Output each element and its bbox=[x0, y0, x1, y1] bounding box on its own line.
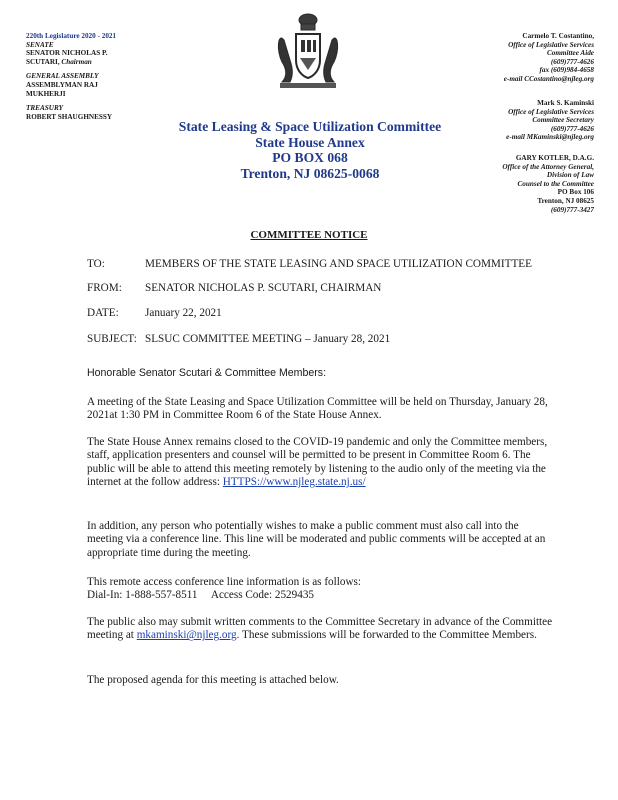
aide-title: Committee Aide bbox=[546, 49, 594, 58]
paragraph-written-comments bbox=[87, 616, 557, 643]
legislature-session: 220th Legislature 2020 - 2021 bbox=[26, 32, 117, 40]
subject-value: SLSUC COMMITTEE MEETING – January 28, 2021 bbox=[145, 333, 391, 345]
salutation: Honorable Senator Scutari & Committee Members: bbox=[87, 367, 327, 379]
to-value: MEMBERS OF THE STATE LEASING AND SPACE UTILIZATION COMMITTEE bbox=[145, 258, 532, 270]
covid-text: The State House Annex remains closed to the COVID-19 pandemic and only the Committee members, staff, application presenters and counsel will be permitted to be present in Committee Room 6. The public will be able to attend this meeting remotely by listening to the audio only of the meeting via the internet at the follow address: bbox=[87, 436, 548, 489]
treasury-label: TREASURY bbox=[26, 104, 64, 113]
committee-title bbox=[170, 119, 450, 181]
paragraph-public-comment: In addition, any person who potentially wishes to make a public comment must also call into the meeting via a conference line. This line will be moderated and public comments will be accepted at an appropriate time during the meeting. bbox=[87, 520, 546, 559]
committee-name: State Leasing & Space Utilization Committee bbox=[178, 119, 442, 134]
secretary-office: Office of Legislative Services bbox=[508, 107, 594, 116]
paragraph-agenda: The proposed agenda for this meeting is attached below. bbox=[87, 674, 339, 686]
memo-date bbox=[87, 307, 222, 319]
seal-graphic bbox=[270, 10, 346, 90]
to-label: TO: bbox=[87, 258, 105, 270]
internet-address-link[interactable]: HTTPS://www.njleg.state.nj.us/ bbox=[222, 476, 366, 489]
written-comments-text: The public also may submit written comments to the Committee Secretary in advance of the Committee meeting at bbox=[87, 616, 553, 642]
secretary-email-link[interactable]: mkaminski@njleg.org bbox=[136, 629, 237, 642]
written-comments-tail: . These submissions will be forwarded to the Committee Members. bbox=[236, 629, 537, 642]
header-left bbox=[26, 32, 196, 121]
aide-email[interactable]: e-mail CCostantino@njleg.org bbox=[503, 74, 594, 83]
aide-phone: (609)777-4626 bbox=[550, 57, 594, 66]
treasury-member: ROBERT SHAUGHNESSY bbox=[26, 112, 113, 121]
conference-intro: This remote access conference line information is as follows: bbox=[87, 576, 362, 588]
notice-heading: COMMITTEE NOTICE bbox=[250, 229, 368, 241]
memo-from bbox=[87, 282, 381, 294]
aide-office: Office of Legislative Services bbox=[508, 40, 594, 49]
senate-member-surname: SCUTARI bbox=[26, 57, 58, 66]
subject-label: SUBJECT: bbox=[87, 333, 137, 345]
header-right-aide bbox=[414, 32, 594, 84]
aide-fax: fax (609)984-4658 bbox=[539, 66, 594, 75]
memo-to bbox=[87, 258, 532, 270]
counsel-title: Counsel to the Committee bbox=[517, 179, 594, 188]
counsel-city: Trenton, NJ 08625 bbox=[537, 196, 594, 205]
paragraph-covid bbox=[87, 436, 557, 490]
secretary-name: Mark S. Kaminski bbox=[537, 99, 594, 107]
secretary-phone: (609)777-4626 bbox=[550, 124, 594, 133]
counsel-pobox: PO Box 106 bbox=[557, 188, 594, 197]
senate-member-line2: SCUTARI, Chairman bbox=[26, 57, 92, 66]
secretary-title: Committee Secretary bbox=[532, 116, 594, 125]
counsel-name: GARY KOTLER, D.A.G. bbox=[515, 154, 594, 162]
po-box: PO BOX 068 bbox=[272, 150, 348, 165]
building-name: State House Annex bbox=[255, 134, 365, 150]
assembly-member-line2: MUKHERJI bbox=[26, 89, 66, 98]
from-label: FROM: bbox=[87, 282, 122, 294]
dial-in-info: Dial-In: 1-888-557-8511 Access Code: 2529435 bbox=[87, 589, 315, 602]
state-seal-icon bbox=[270, 10, 346, 90]
date-label: DATE: bbox=[87, 307, 119, 319]
senate-label: SENATE bbox=[26, 40, 54, 49]
senate-member-role: Chairman bbox=[61, 57, 92, 66]
from-value: SENATOR NICHOLAS P. SCUTARI, CHAIRMAN bbox=[145, 282, 382, 294]
assembly-member: ASSEMBLYMAN RAJ bbox=[26, 80, 98, 89]
counsel-division: Division of Law bbox=[546, 171, 594, 180]
paragraph-meeting: A meeting of the State Leasing and Space Utilization Committee will be held on Thursday, January 28, 2021at 1:30 PM in Committee Room 6 of the State House Annex. bbox=[87, 396, 548, 422]
secretary-email[interactable]: e-mail MKaminski@njleg.org bbox=[506, 133, 594, 142]
city-zip: Trenton, NJ 08625-0068 bbox=[240, 165, 380, 181]
date-value: January 22, 2021 bbox=[145, 307, 222, 319]
memo-subject bbox=[87, 333, 390, 345]
counsel-phone: (609)777-3427 bbox=[550, 205, 594, 214]
counsel-office: Office of the Attorney General, bbox=[502, 162, 594, 171]
paragraph-conference-line bbox=[87, 576, 557, 603]
assembly-label: GENERAL ASSEMBLY bbox=[26, 72, 99, 81]
aide-name: Carmelo T. Costantino, bbox=[522, 32, 594, 40]
senate-member: SENATOR NICHOLAS P. bbox=[26, 49, 108, 58]
